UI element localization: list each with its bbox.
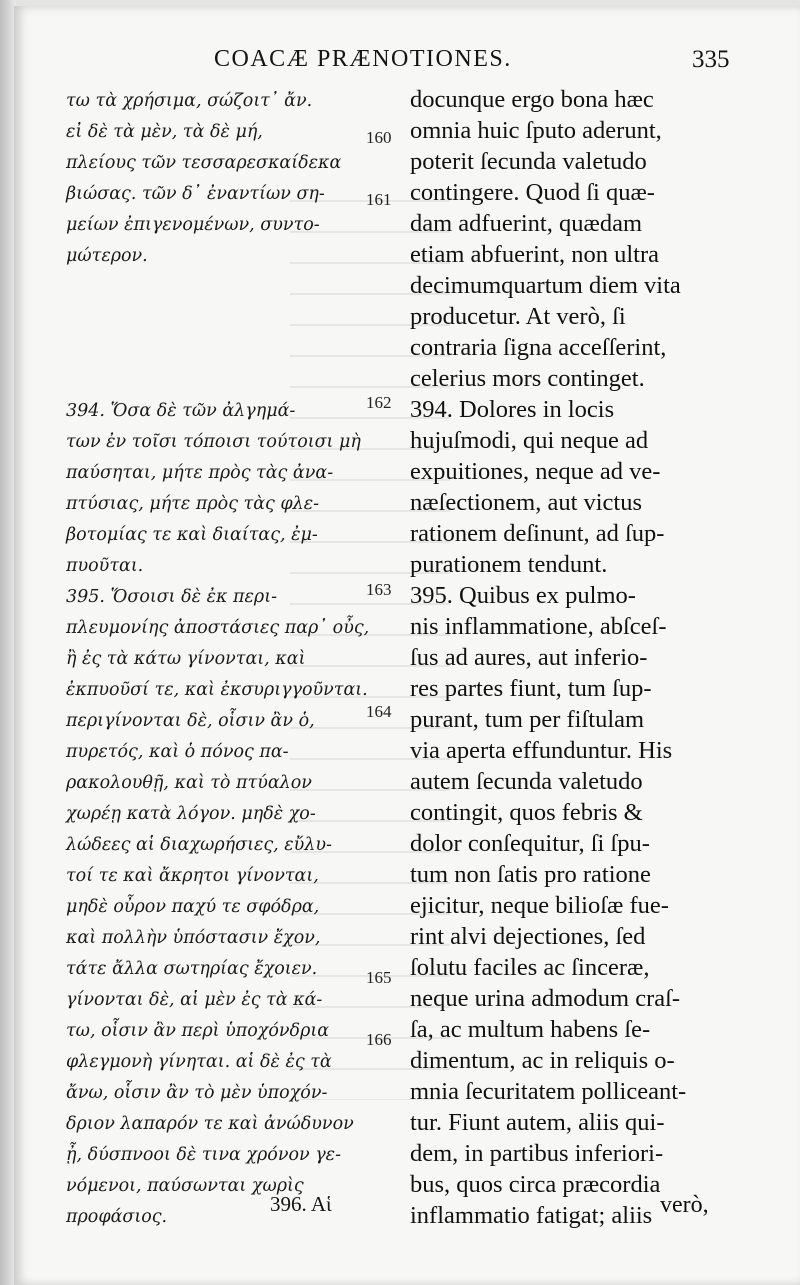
latin-text-line: docunque ergo bona hæc (410, 86, 654, 113)
latin-text-line: bus, quos circa præcordia (410, 1171, 661, 1198)
greek-text-line: δριον λαπαρόν τε καὶ ἀνώδυνον (66, 1114, 354, 1134)
latin-text-line: rationem deſinunt, ad ſup- (410, 520, 665, 547)
greek-text-line: νόμενοι, παύσωνται χωρὶς (66, 1176, 304, 1196)
greek-text-line: ρακολουθῇ, καὶ τὸ πτύαλον (66, 773, 312, 793)
latin-text-line: tum non ſatis pro ratione (410, 861, 651, 888)
catchword-left: 396. Αἱ (270, 1192, 332, 1216)
greek-text-line: τοί τε καὶ ἄκρητοι γίνονται, (66, 866, 319, 886)
latin-text-line: hujuſmodi, qui neque ad (410, 427, 649, 454)
latin-text-line: rint alvi dejectiones, ſed (410, 923, 646, 950)
margin-number: 166 (366, 1030, 392, 1049)
latin-text-line: neque urina admodum craſ- (410, 985, 681, 1012)
greek-text-line: βοτομίας τε καὶ διαίτας, ἐμ- (66, 525, 318, 545)
greek-text-line: ᾖ, δύσπνοοι δὲ τινα χρόνον γε- (66, 1145, 341, 1165)
page-number: 335 (692, 46, 730, 73)
greek-text-line: πλείους τῶν τεσσαρεσκαίδεκα (66, 153, 342, 173)
latin-text-line: dam adfuerint, quædam (410, 210, 643, 237)
greek-text-line: ἐκπυοῦσί τε, καὶ ἐκσυριγγοῦνται. (66, 680, 368, 700)
margin-number: 164 (366, 702, 392, 721)
latin-text-line: contingere. Quod ſi quæ- (410, 179, 655, 206)
latin-text-line: dimentum, ac in reliquis o- (410, 1047, 675, 1074)
latin-text-line: contraria ſigna acceſſerint, (410, 334, 667, 361)
latin-text-line: nis inflammatione, abſceſ- (410, 613, 667, 640)
margin-number: 162 (366, 393, 392, 412)
greek-text-line: φλεγμονὴ γίνηται. αἱ δὲ ἐς τὰ (66, 1052, 332, 1072)
latin-text-line: omnia huic ſputo aderunt, (410, 117, 662, 144)
latin-text-line: poterit ſecunda valetudo (410, 148, 647, 175)
greek-text-line: πλευμονίης ἀποστάσιες παρ᾽ οὖς, (66, 618, 370, 638)
greek-text-line (66, 303, 386, 334)
latin-text-line: contingit, quos febris & (410, 799, 643, 826)
latin-text-line: purant, tum per fiſtulam (410, 706, 645, 733)
latin-text-line: næſectionem, aut victus (410, 489, 643, 516)
latin-text-line: ſa, ac multum habens ſe- (410, 1016, 651, 1043)
greek-text-line: καὶ πολλὴν ὑπόστασιν ἔχον, (66, 928, 321, 948)
greek-text-line: τω, οἷσιν ἂν περὶ ὑποχόνδρια (66, 1021, 330, 1041)
greek-text-line: τάτε ἄλλα σωτηρίας ἔχοιεν. (66, 959, 318, 979)
margin-number: 165 (366, 968, 392, 987)
latin-text-line: autem ſecunda valetudo (410, 768, 643, 795)
greek-text-line: ἢ ἐς τὰ κάτω γίνονται, καὶ (66, 649, 306, 669)
latin-text-line: ejicitur, neque bilioſæ fue- (410, 892, 669, 919)
greek-text-column (66, 86, 386, 1233)
latin-text-line: mnia ſecuritatem polliceant- (410, 1078, 687, 1105)
greek-text-line: μείων ἐπιγενομένων, συντο- (66, 215, 320, 235)
greek-text-line: λώδεες αἱ διαχωρήσιες, εὔλυ- (66, 835, 332, 855)
margin-number: 160 (366, 128, 392, 147)
greek-text-line: μηδὲ οὖρον παχύ τε σφόδρα, (66, 897, 320, 917)
greek-text-line: περιγίνονται δὲ, οἷσιν ἂν ὁ, (66, 711, 315, 731)
greek-text-line: ἄνω, οἷσιν ἂν τὸ μὲν ὑποχόν- (66, 1083, 328, 1103)
latin-text-line: dem, in partibus inferiori- (410, 1140, 664, 1167)
running-head: COACÆ PRÆNOTIONES. (214, 46, 512, 72)
latin-text-line: tur. Fiunt autem, aliis qui- (410, 1109, 665, 1136)
margin-number: 163 (366, 580, 392, 599)
latin-text-line: 395. Quibus ex pulmo- (410, 582, 636, 609)
greek-text-line: χωρέῃ κατὰ λόγον. μηδὲ χο- (66, 804, 316, 824)
greek-text-line: μώτερον. (66, 246, 148, 266)
page-header (0, 38, 800, 78)
latin-text-line: celerius mors continget. (410, 365, 645, 392)
latin-text-line: purationem tendunt. (410, 551, 608, 578)
latin-text-line: producetur. At verò, ſi (410, 303, 626, 330)
greek-text-line: τω τὰ χρήσιμα, σώζοιτ᾽ ἄν. (66, 91, 313, 111)
latin-text-line: inflammatio fatigat; aliis (410, 1202, 653, 1229)
greek-text-line: γίνονται δὲ, αἱ μὲν ἐς τὰ κά- (66, 990, 323, 1010)
greek-text-line: βιώσας. τῶν δ᾽ ἐναντίων ση- (66, 184, 325, 204)
catchword-right: verò, (660, 1192, 709, 1218)
greek-text-line: πυρετός, καὶ ὁ πόνος πα- (66, 742, 289, 762)
latin-text-line: ſus ad aures, aut inferio- (410, 644, 648, 671)
latin-text-line: res partes fiunt, tum ſup- (410, 675, 652, 702)
latin-text-line: expuitiones, neque ad ve- (410, 458, 661, 485)
greek-text-line (66, 272, 386, 303)
greek-text-line: 394. Ὅσα δὲ τῶν ἀλγημά- (66, 401, 296, 421)
greek-text-line: πυοῦται. (66, 556, 144, 576)
greek-text-line: προφάσιος. (66, 1207, 168, 1227)
latin-text-line: ſolutu faciles ac ſinceræ, (410, 954, 650, 981)
latin-text-line: decimumquartum diem vita (410, 272, 681, 299)
margin-number: 161 (366, 190, 392, 209)
greek-text-line (66, 334, 386, 365)
latin-text-column (410, 84, 738, 1231)
greek-text-line: 395. Ὅσοισι δὲ ἐκ περι- (66, 587, 277, 607)
greek-text-line: εἰ δὲ τὰ μὲν, τὰ δὲ μή, (66, 122, 263, 142)
latin-text-line: etiam abfuerint, non ultra (410, 241, 659, 268)
greek-text-line: παύσηται, μήτε πρὸς τὰς ἀνα- (66, 463, 334, 483)
greek-text-line: των ἐν τοῖσι τόποισι τούτοισι μὴ (66, 432, 361, 452)
latin-text-line: 394. Dolores in locis (410, 396, 615, 423)
greek-text-line (66, 365, 386, 396)
latin-text-line: dolor conſequitur, ſi ſpu- (410, 830, 650, 857)
greek-text-line: πτύσιας, μήτε πρὸς τὰς φλε- (66, 494, 320, 514)
latin-text-line: via aperta effunduntur. His (410, 737, 673, 764)
